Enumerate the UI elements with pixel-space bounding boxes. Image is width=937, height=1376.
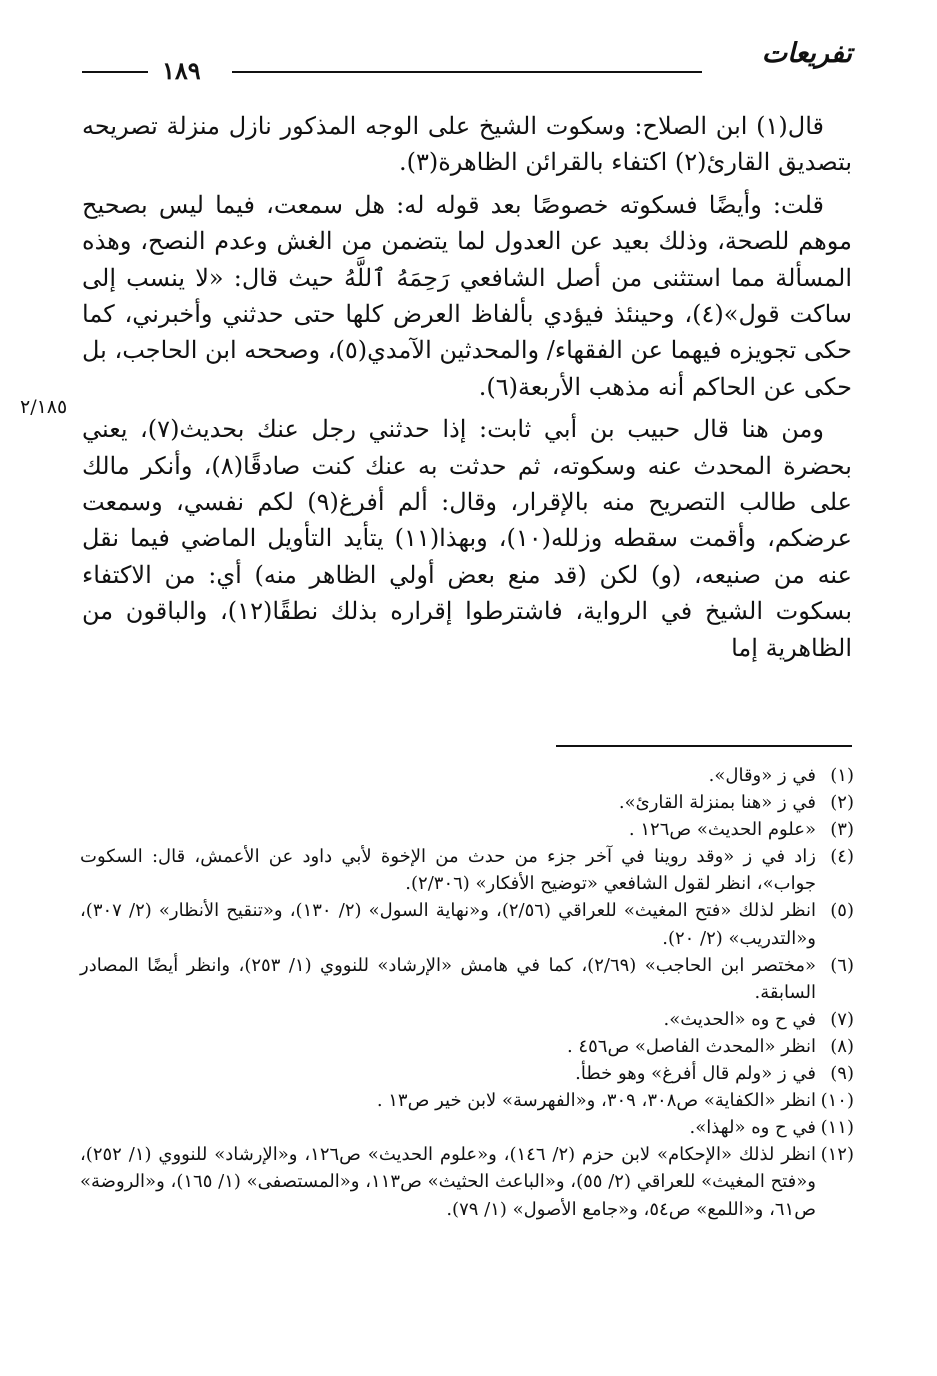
footnote-number: (٢) (830, 792, 854, 814)
footnote-number: (١) (830, 765, 854, 786)
margin-page-reference: ٢/١٨٥ (20, 396, 68, 418)
footnote-text: في ح وه «الحديث». (663, 1008, 816, 1030)
footnote-text: في ز «وقال». (708, 765, 816, 786)
footnote (80, 1087, 854, 1114)
footnote-text: «مختصر ابن الحاجب» (٢/٦٩)، كما في هامش «الإرشاد» للنووي (١/ ٢٥٣)، وانظر أيضًا المصادر السابقة. (80, 954, 816, 1003)
footnote-number: (٣) (830, 819, 854, 841)
footnotes (80, 762, 854, 1223)
footnote (80, 952, 854, 1006)
footnote-text: زاد في ز «وقد روينا في آخر جزء من حدث من الإخوة لأبي داود عن الأعمش، قال: السكوت جواب»، انظر لقول الشافعي «توضيح الأفكار» (٢/٣٠٦). (80, 846, 816, 895)
footnote-separator (556, 745, 852, 747)
footnote-number: (٨) (830, 1035, 854, 1057)
footnote-number: (٥) (830, 900, 854, 922)
footnote-number: (٧) (830, 1008, 854, 1030)
main-text (82, 108, 852, 666)
footnote-number: (١٢) (820, 1144, 854, 1166)
running-title: تفريعات (761, 38, 852, 69)
page-number: ١٨٩ (162, 56, 201, 85)
footnote-text: «علوم الحديث» ص١٢٦ . (628, 819, 816, 841)
footnote-number: (١٠) (820, 1090, 854, 1112)
header-rule-short (82, 71, 148, 73)
footnote (80, 789, 854, 816)
header-rule (232, 71, 702, 73)
footnote (80, 843, 854, 897)
footnote (80, 1114, 854, 1141)
footnote (80, 1006, 854, 1033)
footnote-text: انظر «المحدث الفاصل» ص٤٥٦ . (566, 1035, 816, 1057)
footnote (80, 1060, 854, 1087)
footnote (80, 1033, 854, 1060)
footnote-text: في ز «هنا بمنزلة القارئ». (618, 792, 816, 814)
footnote-text: انظر لذلك «فتح المغيث» للعراقي (٢/٥٦)، و«نهاية السول» (٢/ ١٣٠)، و«تنقيح الأنظار» (٢/ ٣٠٧)، و«التدريب» (٢/ ٢٠). (80, 900, 816, 949)
footnote (80, 762, 854, 789)
footnote-text: انظر لذلك «الإحكام» لابن حزم (٢/ ١٤٦)، و«علوم الحديث» ص١٢٦، و«الإرشاد» للنووي (١/ ٢٥٢)، و«فتح المغيث» للعراقي (٢/ ٥٥)، و«الباعث الحثيث» ص١١٣، و«المستصفى» (١/ ١٦٥)، و«الروضة» ص٦١، و«اللمع» ص٥٤، و«جامع الأصول» (١/ ٧٩). (80, 1144, 816, 1220)
paragraph: قلت: وأيضًا فسكوته خصوصًا بعد قوله له: هل سمعت، فيما ليس بصحيح موهم للصحة، وذلك بعيد عن العدول لما يتضمن من الغش وعدم النصح، وهذه المسألة مما استثنى من أصل الشافعي رَحِمَهُ ٱللَّهُ حيث قال: «لا ينسب إلى ساكت قول»(٤)، وحينئذ فيؤدي بألفاظ العرض كلها حتى حدثني وأخبرني، كما حكى تجويزه فيهما عن الفقهاء/ والمحدثين الآمدي(٥)، وصححه ابن الحاجب، بل حكى عن الحاكم أنه مذهب الأربعة(٦). (82, 190, 852, 401)
footnote-number: (٤) (830, 846, 854, 868)
footnote-number: (٩) (830, 1063, 854, 1085)
footnote (80, 1141, 854, 1222)
paragraph: ومن هنا قال حبيب بن أبي ثابت: إذا حدثني رجل عنك بحديث(٧)، يعني بحضرة المحدث عنه وسكوته، ثم حدثت به عنك كنت صادقًا(٨)، وأنكر مالك على طالب التصريح منه بالإقرار، وقال: ألم أفرغ(٩) لكم نفسي، وسمعت عرضكم، وأقمت سقطه وزلله(١٠)، وبهذا(١١) يتأيد التأويل الماضي فيما نقل عنه من صنيعه، (و) لكن (قد منع بعض أولي الظاهر منه) أي: من الاكتفاء بسكوت الشيخ في الرواية، فاشترطوا إقراره بذلك نطقًا(١٢)، والباقون من الظاهرية إما (82, 415, 852, 662)
page-header (82, 38, 852, 85)
footnote-text: في ز «ولم قال أفرغ» وهو خطأ. (575, 1063, 816, 1085)
footnote-number: (١١) (820, 1117, 854, 1139)
paragraph: قال(١) ابن الصلاح: وسكوت الشيخ على الوجه المذكور نازل منزلة تصريحه بتصديق القارئ(٢) اكتفاء بالقرائن الظاهرة(٣). (82, 112, 852, 177)
footnote-text: انظر «الكفاية» ص٣٠٨، ٣٠٩، و«الفهرسة» لابن خير ص١٣ . (376, 1090, 816, 1112)
footnote (80, 897, 854, 951)
footnote (80, 816, 854, 843)
footnote-text: في ح وه «لهذا». (689, 1117, 816, 1139)
footnote-number: (٦) (830, 954, 854, 976)
